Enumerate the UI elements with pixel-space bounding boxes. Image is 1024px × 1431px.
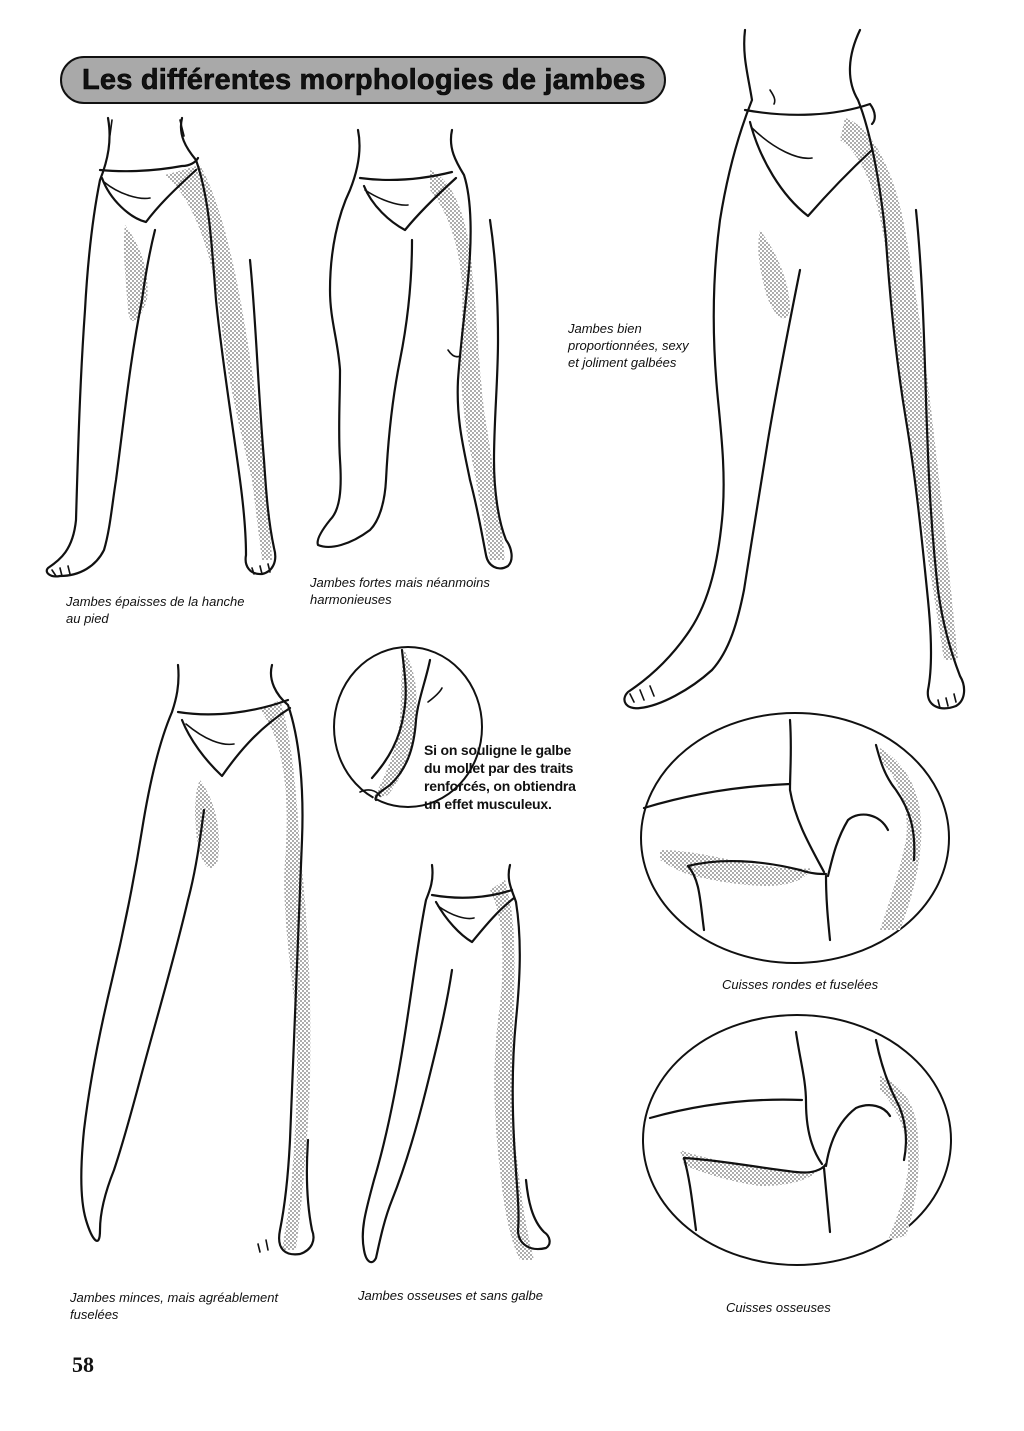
- calf-note: Si on souligne le galbe du mollet par des traits renforcés, on obtiendra un effet musculeux.: [424, 742, 576, 812]
- page-title: Les différentes morphologies de jambes: [82, 63, 646, 96]
- page-title-banner: [60, 56, 666, 104]
- caption-strong-legs: Jambes fortes mais néanmoins harmonieuses: [310, 575, 490, 607]
- legs-thick-drawing: [47, 118, 276, 576]
- legs-strong-drawing: [318, 130, 512, 568]
- caption-thick-legs: Jambes épaisses de la hanche au pied: [66, 594, 245, 626]
- caption-proportioned-legs: Jambes bien proportionnées, sexy et joliment galbées: [568, 321, 689, 370]
- caption-bony-legs: Jambes osseuses et sans galbe: [358, 1288, 543, 1303]
- caption-round-thighs: Cuisses rondes et fuselées: [722, 977, 879, 992]
- thighs-round-detail-drawing: [641, 713, 949, 963]
- thighs-bony-detail-drawing: [643, 1015, 951, 1265]
- legs-slim-drawing: [81, 665, 313, 1254]
- caption-slim-legs: Jambes minces, mais agréablement fuselées: [70, 1290, 279, 1322]
- caption-bony-thighs: Cuisses osseuses: [726, 1300, 831, 1315]
- page-number: 58: [72, 1352, 94, 1377]
- legs-bony-drawing: [363, 865, 550, 1262]
